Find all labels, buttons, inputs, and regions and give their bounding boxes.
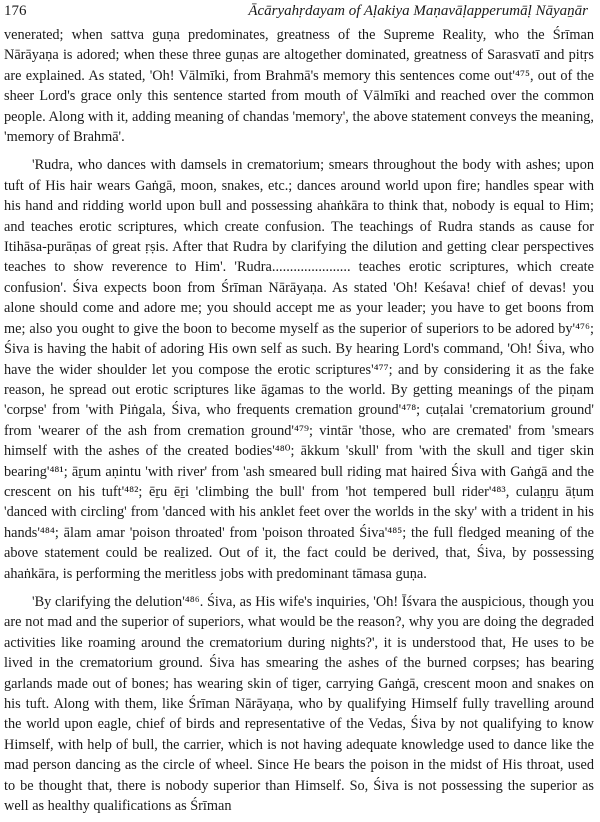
page-number: 176 [4,3,27,19]
paragraph-1: venerated; when sattva guṇa predominates, greatness of the Supreme Reality, who the Śrīman Nārāyaṇa is adored; when these three guṇas are altogether dominated, greatness of Sarasvatī and pitṛs are explained. As stated, 'Oh! Vālmīki, from Brahmā's memory this sentences come out'⁴⁷⁵, out of the sheer Lord's grace only this sentence started from mouth of Vālmīki and reached over the common people. Along with it, adding meaning of chandas 'memory', the above statement conveys the meaning, 'memory of Brahmā'. [4,27,594,146]
paragraph-3: 'By clarifying the delution'⁴⁸⁶. Śiva, as His wife's inquiries, 'Oh! Īśvara the auspicious, though you are not mad and the superior of superiors, what would be the reason?, why you are doing the degraded activities like roaming around the crematorium during nights?', it is understood that, He uses to be lived in the crematorium ground. Śiva has smearing the ashes of the burned corpses; has bearing garlands made out of bones; has wearing skin of tiger, carrying Gaṅgā, crescent moon and snakes on his tuft. Along with them, like Śrīman Nārāyaṇa, who by qualifying Himself fully travelling around the world upon eagle, chief of birds and representative of the Vedas, Śiva by not qualifying to know Himself, with help of bull, the carrier, which is not having adequate knowledge used to dance like the mad person dancing as the circle of wheel. Since He bears the poison in the midst of His throat, used to be thought that, there is nobody superior than Himself. So, Śiva is not possessing the superior as well as healthy qualifications as Śrīman [4,593,594,815]
page-body [4,25,594,816]
running-head: Ācāryahṛdayam of Aḷakiya Maṇavāḷapperumāḷ Nāyaṉār [248,3,588,19]
paragraph-2: 'Rudra, who dances with damsels in crematorium; smears throughout the body with ashes; upon tuft of His hair wears Gaṅgā, moon, snakes, etc.; dances around world upon fire; handles spear with his hand and ridding world upon bull and possessing ahaṅkāra to think that, nobody is equal to Him; and teaches erotic scriptures, which create confusion. The teachings of Rudra stands as cause for Itihāsa-purāṇas of great ṛṣis. After that Rudra by clarifying the dilution and getting clear perspectives teaches to show reverence to Him'. 'Rudra...................... teaches erotic scriptures, which create confusion'. Śiva expects boon from Śrīman Nārāyaṇa. As stated 'Oh! Keśava! chief of devas! you alone should come and adore me; you should accept me as your leader; you have to get boons from me; also you ought to give the boon to become myself as the superior of superiors to be adored by'⁴⁷⁶; Śiva is having the habit of adoring His own self as such. By hearing Lord's command, 'Oh! Śiva, who have the wider shoulder let you compose the erotic scriptures'⁴⁷⁷; and by considering it as the fake reason, he spread out erotic scriptures like āgamas to the world. By getting meanings of the piṇam 'corpse' from 'with Piṅgala, Śiva, who frequents cremation ground'⁴⁷⁸; cuṭalai 'crematorium ground' from 'wearer of the ash from cremation ground'⁴⁷⁹; vintār 'those, who are cremated' from 'smears himself with the ashes of the created bodies'⁴⁸⁰; ākkum 'skull' from 'with the skull and tiger skin bearing'⁴⁸¹; āṟum aṇintu 'with river' from 'ash smeared bull riding mat haired Śiva with Gaṅgā and the crescent on his tuft'⁴⁸²; ēṟu ēṟi 'climbing the bull' from 'hot tempered bull rider'⁴⁸³, culaṉṟu āṭum 'danced with circling' from 'danced with his anklet feet over the worlds in the sky' with a trident in his hands'⁴⁸⁴; ālam amar 'poison throated' from 'poison throated Śiva'⁴⁸⁵; the full fledged meaning of the above statement could be realized. Out of it, the fact could be derived, that, Śiva, by possessing ahaṅkāra, is performing the meritless jobs with predominant tāmasa guṇa. [4,157,594,582]
page-header [4,0,588,22]
